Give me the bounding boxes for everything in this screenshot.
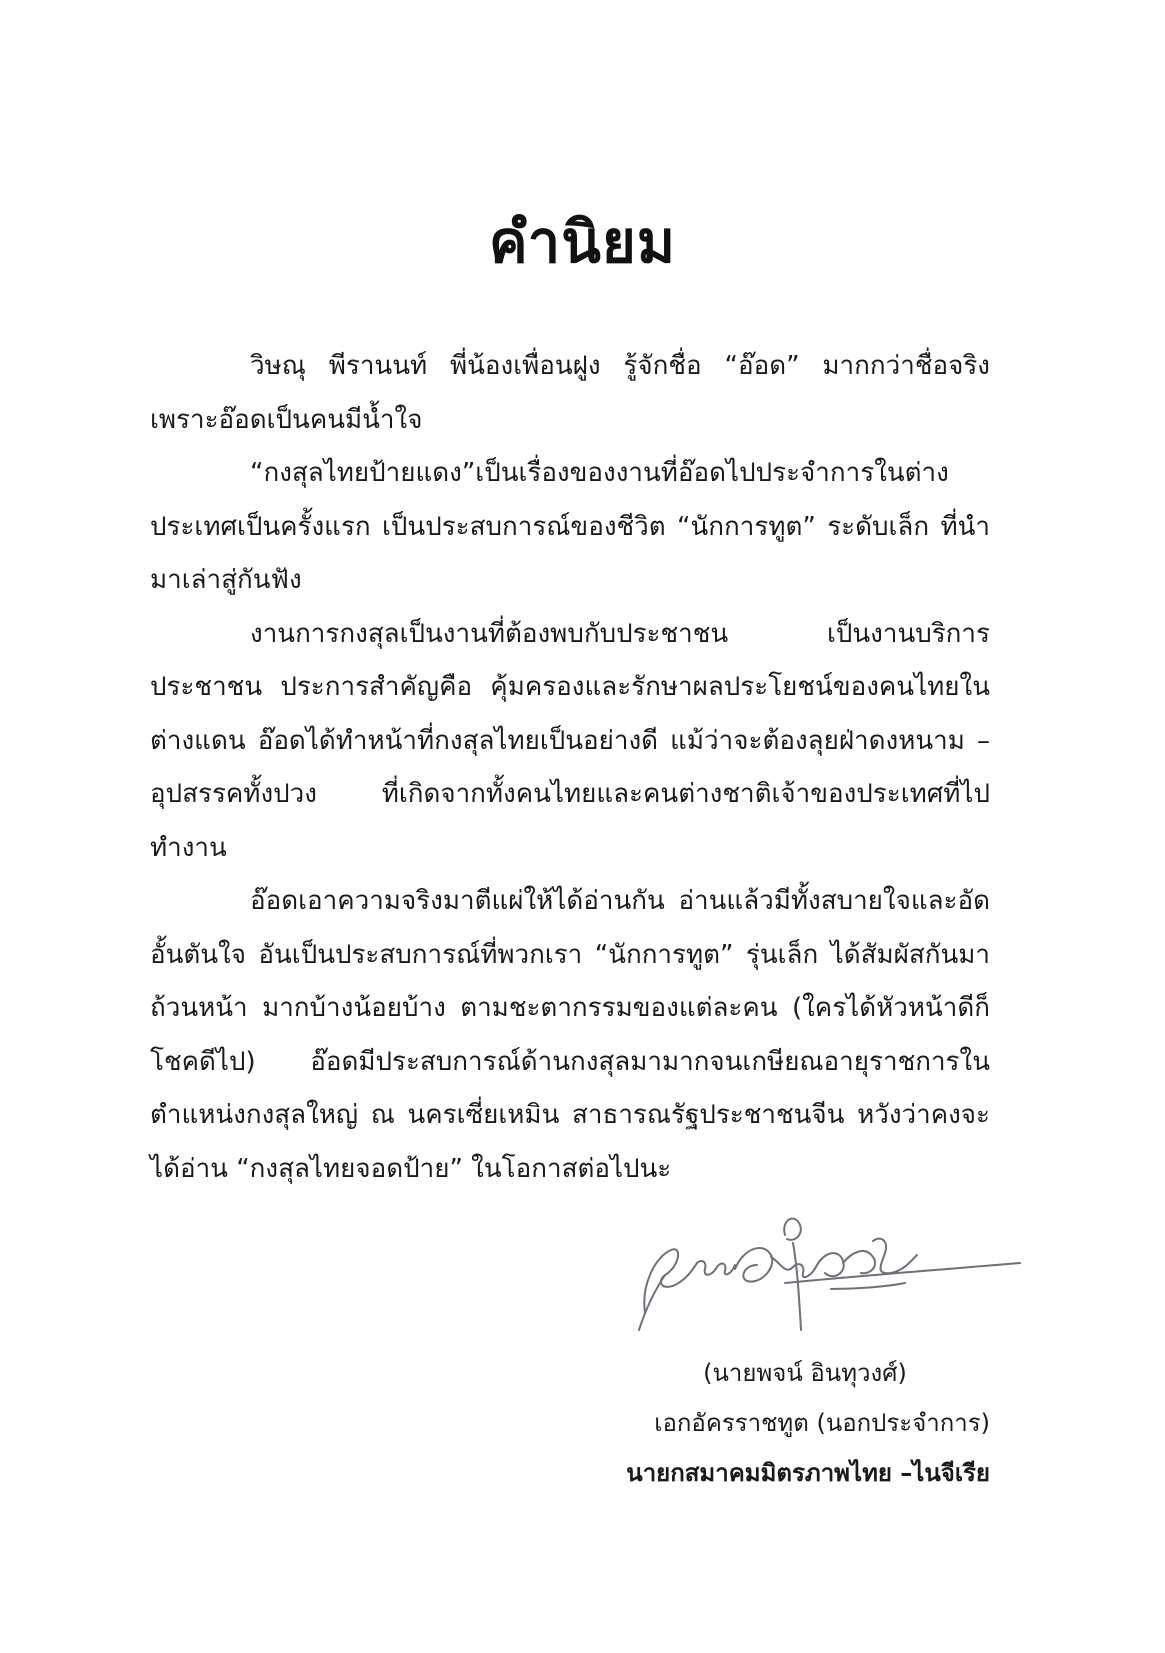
paragraph-3: งานการกงสุลเป็นงานที่ต้องพบกับประชาชน เป็นงานบริการประชาชน ประการสำคัญคือ คุ้มครองและรักษาผลประโยชน์ของคนไทยในต่างแดน อ๊อดได้ทำหน้าที่กงสุลไทยเป็นอย่างดี แม้ว่าจะต้องลุยฝ่าดงหนาม – อุปสรรคทั้งปวง ที่เกิดจากทั้งคนไทยและคนต่างชาติเจ้าของประเทศที่ไปทำงาน [150, 618, 990, 863]
paragraph-1: วิษณุ พีรานนท์ พี่น้องเพื่อนฝูง รู้จักชื่อ “อ๊อด” มากกว่าชื่อจริง เพราะอ๊อดเป็นคนมีน้ำใจ [150, 351, 990, 435]
signer-name: (นายพจน์ อินทุวงศ์) [703, 1359, 907, 1387]
signer-rank: เอกอัครราชทูต (นอกประจำการ) [654, 1409, 990, 1437]
paragraph-2: “กงสุลไทยป้ายแดง”เป็นเรื่องของงานที่อ๊อดไปประจำการในต่างประเทศเป็นครั้งแรก เป็นประสบการณ์ของชีวิต “นักการทูต” ระดับเล็ก ที่นำมาเล่าสู่กันฟัง [150, 458, 990, 595]
signoff-block [560, 1348, 990, 1498]
signer-organization: นายกสมาคมมิตรภาพไทย –ไนจีเรีย [626, 1459, 990, 1487]
paragraph-4: อ๊อดเอาความจริงมาตีแผ่ให้ได้อ่านกัน อ่านแล้วมีทั้งสบายใจและอัดอั้นตันใจ อันเป็นประสบการณ์ที่พวกเรา “นักการทูต” รุ่นเล็ก ได้สัมผัสกันมาถ้วนหน้า มากบ้างน้อยบ้าง ตามชะตากรรมของแต่ละคน (ใครได้หัวหน้าดีก็โชคดีไป) อ๊อดมีประสบการณ์ด้านกงสุลมามากจนเกษียณอายุราชการในตำแหน่งกงสุลใหญ่ ณ นครเซี่ยเหมิน สาธารณรัฐประชาชนจีน หวังว่าคงจะได้อ่าน “กงสุลไทยจอดป้าย” ในโอกาสต่อไปนะ [150, 886, 990, 1184]
handwritten-signature [635, 1205, 1025, 1335]
foreword-body [150, 340, 990, 1196]
page-title: คำนิยม [488, 208, 677, 276]
